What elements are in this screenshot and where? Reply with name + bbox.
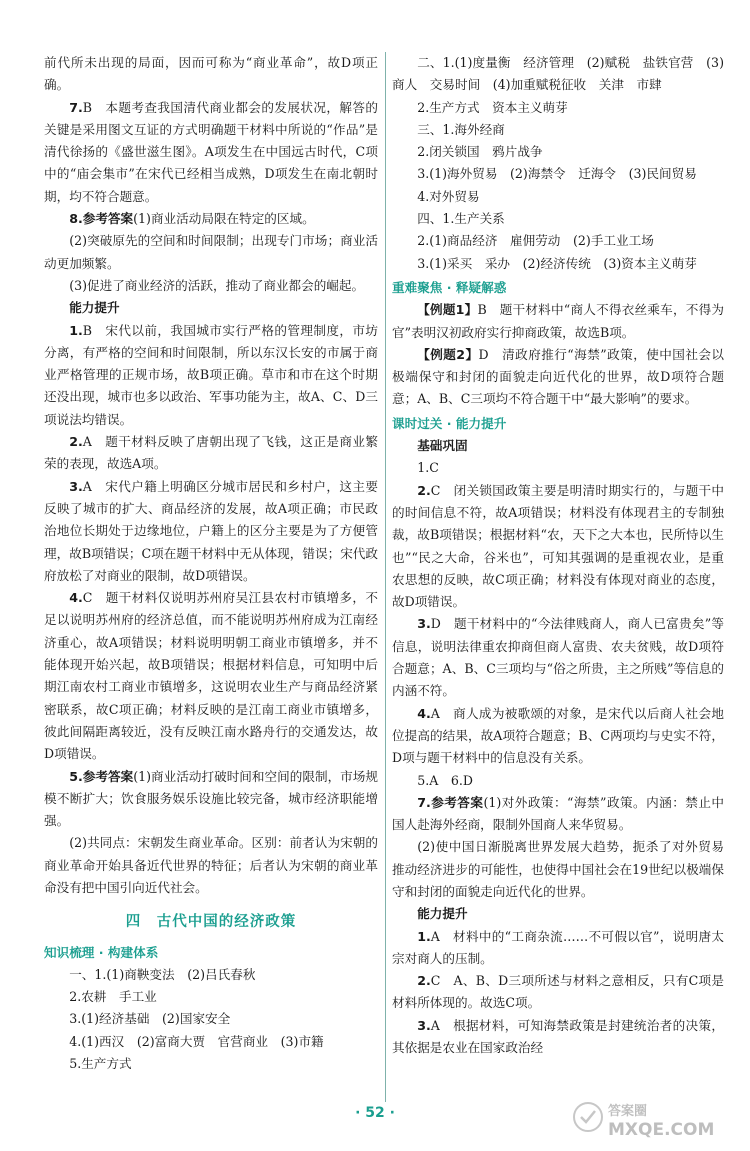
answer-n5-part2: (2)共同点：宋朝发生商业革命。区别：前者认为宋朝的商业革命开始具备近代世界的特征；后者认为宋朝的商业革命没有把中国引向近代社会。 bbox=[44, 835, 378, 895]
right-column bbox=[392, 52, 724, 1059]
knowledge-item: 四、1.生产关系 bbox=[417, 211, 505, 227]
page-number: · 52 · bbox=[355, 1105, 395, 1121]
knowledge-item: 2.(1)商品经济 雇佣劳动 (2)手工业工场 bbox=[417, 233, 654, 249]
answer-c5-c6: 5.A 6.D bbox=[417, 772, 474, 788]
answer-8-part2: (2)突破原先的空间和时间限制；出现专门市场；商业活动更加频繁。 bbox=[44, 233, 378, 271]
subsection-heading: 能力提升 bbox=[417, 906, 468, 922]
knowledge-item: 4.(1)西汉 (2)富商大贾 官营商业 (3)市籍 bbox=[69, 1033, 324, 1049]
answer-c7-part2: (2)使中国日渐脱离世界发展大趋势，扼杀了对外贸易推动经济进步的可能性，也使得中国社会在19世纪以极端保守和封闭的面貌走向近代化的世界。 bbox=[392, 839, 724, 899]
left-column bbox=[44, 52, 378, 1075]
answer-c7: 7.参考答案(1)对外政策：“海禁”政策。内涵：禁止中国人赴海外经商，限制外国商人来华贸易。 bbox=[392, 794, 724, 833]
watermark-line2: MXQE.COM bbox=[608, 1120, 715, 1140]
answer-d3: 3.A 根据材料，可知海禁政策是封建统治者的决策，其依据是农业在国家政治经 bbox=[392, 1017, 724, 1056]
answer-c1: 1.C bbox=[417, 460, 439, 476]
knowledge-item: 3.(1)经济基础 (2)国家安全 bbox=[69, 1011, 231, 1027]
column-divider bbox=[385, 52, 386, 1102]
answer-n3: 3.A 宋代户籍上明确区分城市居民和乡村户，这主要反映了城市的扩大、商品经济的发展，故A项正确；市民政治地位长期处于边缘地位，户籍上的区分主要是为了方便管理，故B项错误；C项在题干材料中无从体现，错误；宋代政府放松了对商业的限制，故D项错误。 bbox=[44, 478, 378, 583]
paragraph: 前代所未出现的局面，因而可称为“商业革命”，故D项正确。 bbox=[44, 55, 378, 93]
knowledge-item: 5.生产方式 bbox=[69, 1056, 132, 1072]
knowledge-item: 4.对外贸易 bbox=[417, 188, 480, 204]
section-heading: 重难聚焦 · 释疑解惑 bbox=[392, 279, 507, 295]
knowledge-item: 2.闭关锁国 鸦片战争 bbox=[417, 144, 543, 160]
knowledge-item: 二、1.(1)度量衡 经济管理 (2)赋税 盐铁官营 (3)商人 交易时间 (4)加重赋税征收 关津 市肆 bbox=[392, 55, 724, 93]
knowledge-item: 三、1.海外经商 bbox=[417, 121, 505, 137]
example-1: 【例题1】B 题干材料中“商人不得衣丝乘车，不得为官”表明汉初政府实行抑商政策，故选B项。 bbox=[392, 302, 724, 340]
answer-c4: 4.A 商人成为被歌颂的对象，是宋代以后商人社会地位提高的结果，故A项符合题意；B、C两项均与史实不符，D项与题干材料中的信息没有关系。 bbox=[392, 705, 724, 766]
watermark-line1: 答案圈 bbox=[608, 1104, 648, 1119]
answer-n2: 2.A 题干材料反映了唐朝出现了飞钱，这正是商业繁荣的表现，故选A项。 bbox=[44, 434, 378, 472]
subsection-heading: 基础巩固 bbox=[417, 438, 468, 454]
watermark-logo bbox=[568, 1095, 736, 1143]
answer-d2: 2.C A、B、D三项所述与材料之意相反，只有C项是材料所体现的。故选C项。 bbox=[392, 973, 724, 1011]
answer-n5: 5.参考答案(1)商业活动打破时间和空间的限制，市场规模不断扩大；饮食服务娱乐设施比较完备，城市经济职能增强。 bbox=[44, 768, 378, 829]
section-heading: 课时过关 · 能力提升 bbox=[392, 415, 507, 431]
answer-d1: 1.A 材料中的“工商杂流……不可假以官”，说明唐太宗对商人的压制。 bbox=[392, 928, 724, 966]
example-2: 【例题2】D 清政府推行“海禁”政策，使中国社会以极端保守和封闭的面貌走向近代化的世界，故D项符合题意；A、B、C三项均不符合题干中“最大影响”的要求。 bbox=[392, 346, 725, 407]
answer-n1: 1.B 宋代以前，我国城市实行严格的管理制度，市坊分离，有严格的空间和时间限制，所以东汉长安的市属于商业严格管理的正规市场，故B项正确。草市和市在这个时期还没出现，城市也多以政治、军事功能为主，故A、C、D三项说法均错误。 bbox=[44, 322, 378, 427]
knowledge-item: 3.(1)采买 采办 (2)经济传统 (3)资本主义萌芽 bbox=[417, 255, 697, 271]
knowledge-item: 2.农耕 手工业 bbox=[69, 989, 157, 1005]
answer-7: 7.B 本题考查我国清代商业都会的发展状况，解答的关键是采用图文互证的方式明确题干材料中所说的“作品”是清代徐扬的《盛世滋生图》。A项发生在中国远古时代，C项中的“庙会集市”在宋代已经相当成熟，D项发生在南北朝时期，均不符合题意。 bbox=[44, 99, 378, 204]
answer-8-part3: (3)促进了商业经济的活跃，推动了商业都会的崛起。 bbox=[69, 277, 365, 293]
knowledge-item: 2.生产方式 资本主义萌芽 bbox=[417, 99, 568, 115]
knowledge-item: 一、1.(1)商鞅变法 (2)吕氏春秋 bbox=[69, 966, 256, 982]
answer-8: 8.参考答案(1)商业活动局限在特定的区域。 bbox=[69, 211, 315, 227]
chapter-title: 四 古代中国的经济政策 bbox=[125, 914, 297, 931]
answer-c3: 3.D 题干材料中的“今法律贱商人，商人已富贵矣”等信息，说明法律重农抑商但商人富贵、农夫贫贱，故D项符合题意；A、B、C三项均与“俗之所贵，主之所贱”等信息的内涵不符。 bbox=[392, 616, 724, 699]
answer-n4: 4.C 题干材料仅说明苏州府吴江县农村市镇增多，不足以说明苏州府的经济总值，而不能说明苏州府成为江南经济重心，故A项错误；材料说明明朝工商业市镇增多，并不能体现开始兴起，故B项错误；根据材料信息，可知明中后期江南农村工商业市镇增多，这说明农业生产与商品经济紧密联系，故C项正确；材料反映的是江南工商业市镇增多，彼此间隔距离较近，没有反映江南水路舟行的交通发达，故D项错误。 bbox=[44, 590, 378, 762]
knowledge-item: 3.(1)海外贸易 (2)海禁令 迁海令 (3)民间贸易 bbox=[417, 166, 697, 182]
section-heading: 知识梳理 · 构建体系 bbox=[44, 944, 159, 960]
answer-c2: 2.C 闭关锁国政策主要是明清时期实行的，与题干中的时间信息不符，故A项错误；材料没有体现君主的专制独裁，故B项错误；根据材料“农，天下之大本也，民所恃以生也”“民之大命，谷米也”，可知其强调的是重视农业，是重农思想的反映，故C项正确；材料没有体现对商业的态度，故D项错误。 bbox=[392, 482, 724, 610]
subsection-heading: 能力提升 bbox=[69, 300, 120, 316]
